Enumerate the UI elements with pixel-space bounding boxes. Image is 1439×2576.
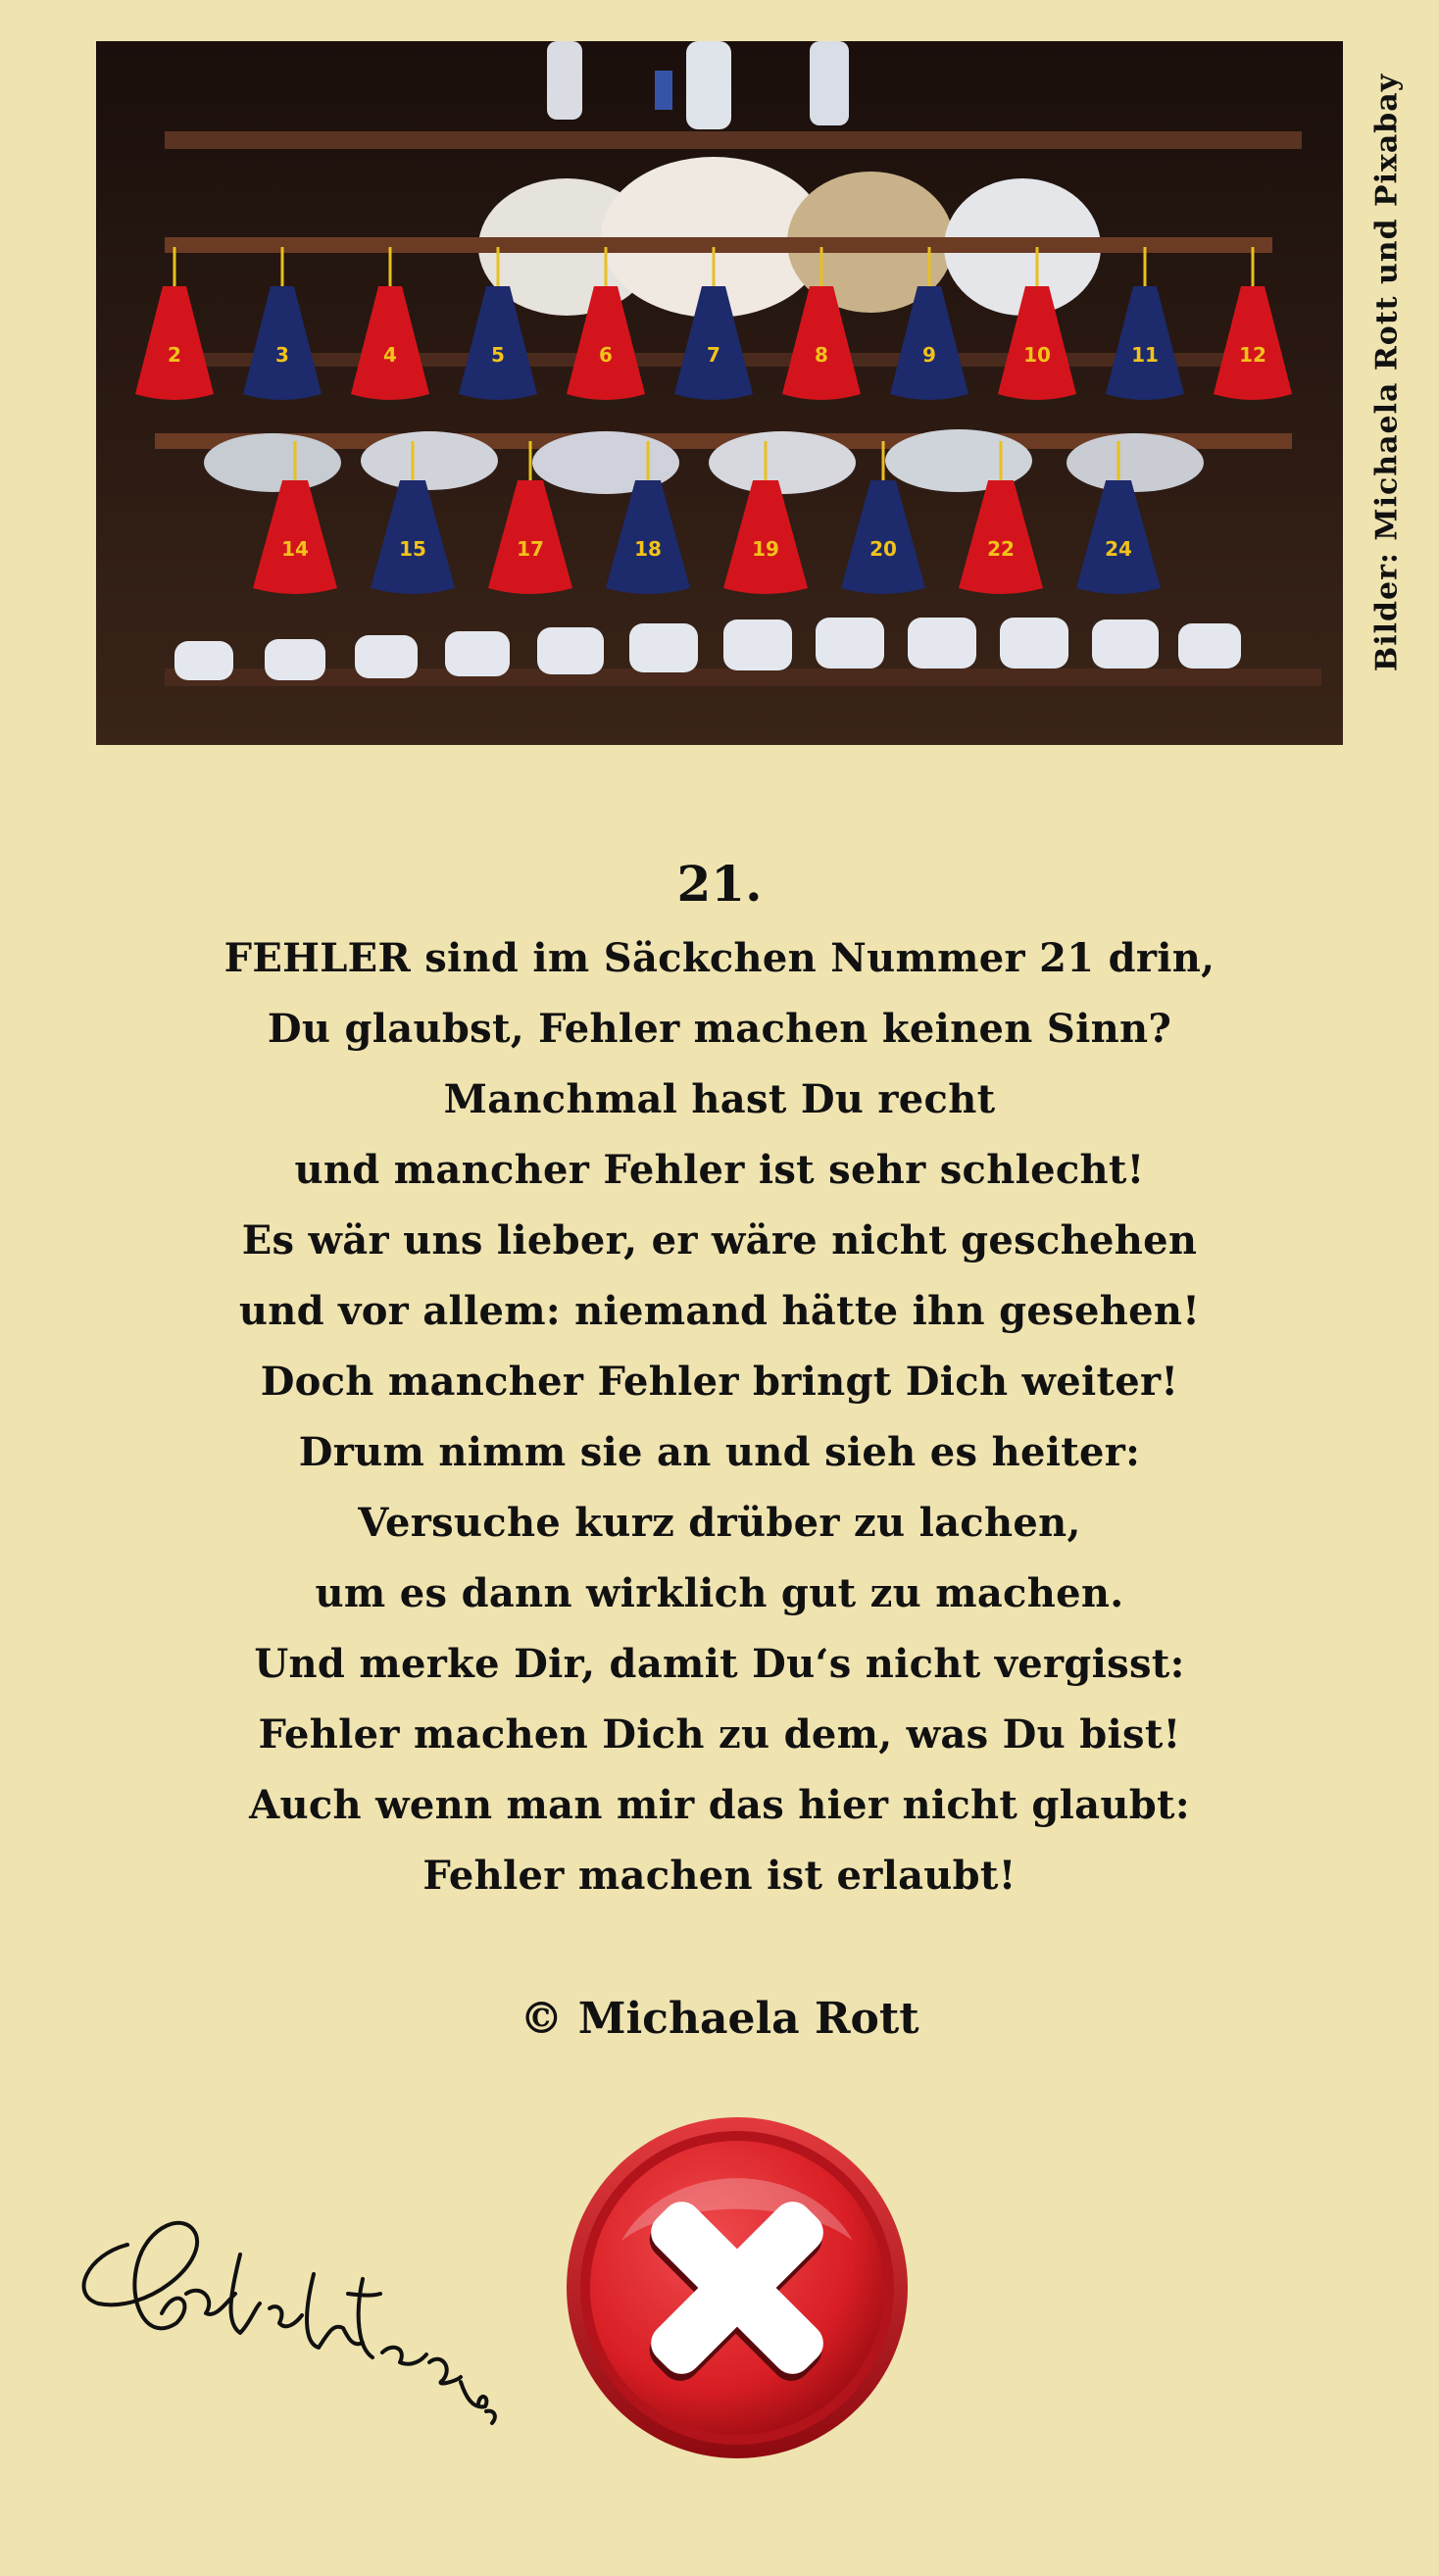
advent-bag-number: 11 bbox=[1131, 343, 1159, 367]
error-x-icon bbox=[563, 2113, 912, 2462]
poem-line: um es dann wirklich gut zu machen. bbox=[315, 1570, 1124, 1616]
advent-calendar-photo bbox=[96, 41, 1343, 745]
advent-bag-number: 15 bbox=[399, 537, 426, 561]
advent-bag-number: 8 bbox=[815, 343, 828, 367]
advent-bag-number: 19 bbox=[752, 537, 779, 561]
advent-bag-number: 22 bbox=[987, 537, 1015, 561]
poem-line: Du glaubst, Fehler machen keinen Sinn? bbox=[267, 1006, 1172, 1052]
advent-bag-number: 10 bbox=[1023, 343, 1051, 367]
advent-bag-number: 5 bbox=[491, 343, 505, 367]
advent-bag-number: 17 bbox=[517, 537, 544, 561]
poem-line: Manchmal hast Du recht bbox=[443, 1076, 996, 1122]
advent-bag-number: 7 bbox=[707, 343, 720, 367]
poem-number: 21. bbox=[676, 855, 763, 913]
poem-line: FEHLER sind im Säckchen Nummer 21 drin, bbox=[223, 935, 1216, 981]
handwritten-signature-icon bbox=[69, 2186, 500, 2500]
advent-bag-number: 24 bbox=[1105, 537, 1132, 561]
poem-line: Auch wenn man mir das hier nicht glaubt: bbox=[249, 1782, 1190, 1828]
advent-bag-number: 3 bbox=[275, 343, 289, 367]
poem-line: und vor allem: niemand hätte ihn gesehen! bbox=[238, 1288, 1201, 1334]
advent-bag-number: 14 bbox=[281, 537, 309, 561]
advent-bag-number: 4 bbox=[383, 343, 397, 367]
poem-line: Es wär uns lieber, er wäre nicht geschehen bbox=[241, 1217, 1198, 1263]
advent-bag-number: 18 bbox=[634, 537, 662, 561]
poem-line: Fehler machen Dich zu dem, was Du bist! bbox=[258, 1711, 1181, 1758]
poem-line: und mancher Fehler ist sehr schlecht! bbox=[294, 1147, 1145, 1193]
copyright: © Michaela Rott bbox=[520, 1994, 919, 2044]
signature-logo bbox=[69, 2186, 500, 2500]
advent-bag-number: 12 bbox=[1239, 343, 1266, 367]
advent-bag-number: 20 bbox=[869, 537, 897, 561]
advent-bag-number: 2 bbox=[168, 343, 181, 367]
photo-scene bbox=[96, 41, 1343, 745]
poem bbox=[0, 845, 1439, 1911]
poem-line: Versuche kurz drüber zu lachen, bbox=[358, 1500, 1081, 1546]
poem-line: Doch mancher Fehler bringt Dich weiter! bbox=[260, 1359, 1179, 1405]
poem-line: Drum nimm sie an und sieh es heiter: bbox=[298, 1429, 1141, 1475]
poem-line: Fehler machen ist erlaubt! bbox=[422, 1853, 1017, 1899]
image-credit-text: Bilder: Michaela Rott und Pixabay bbox=[1369, 73, 1405, 672]
poem-lines bbox=[0, 923, 1439, 1911]
poem-line: Und merke Dir, damit Du‘s nicht vergisst: bbox=[254, 1641, 1185, 1687]
image-credit bbox=[1358, 59, 1416, 686]
advent-bag-number: 6 bbox=[599, 343, 613, 367]
advent-bag-number: 9 bbox=[922, 343, 936, 367]
